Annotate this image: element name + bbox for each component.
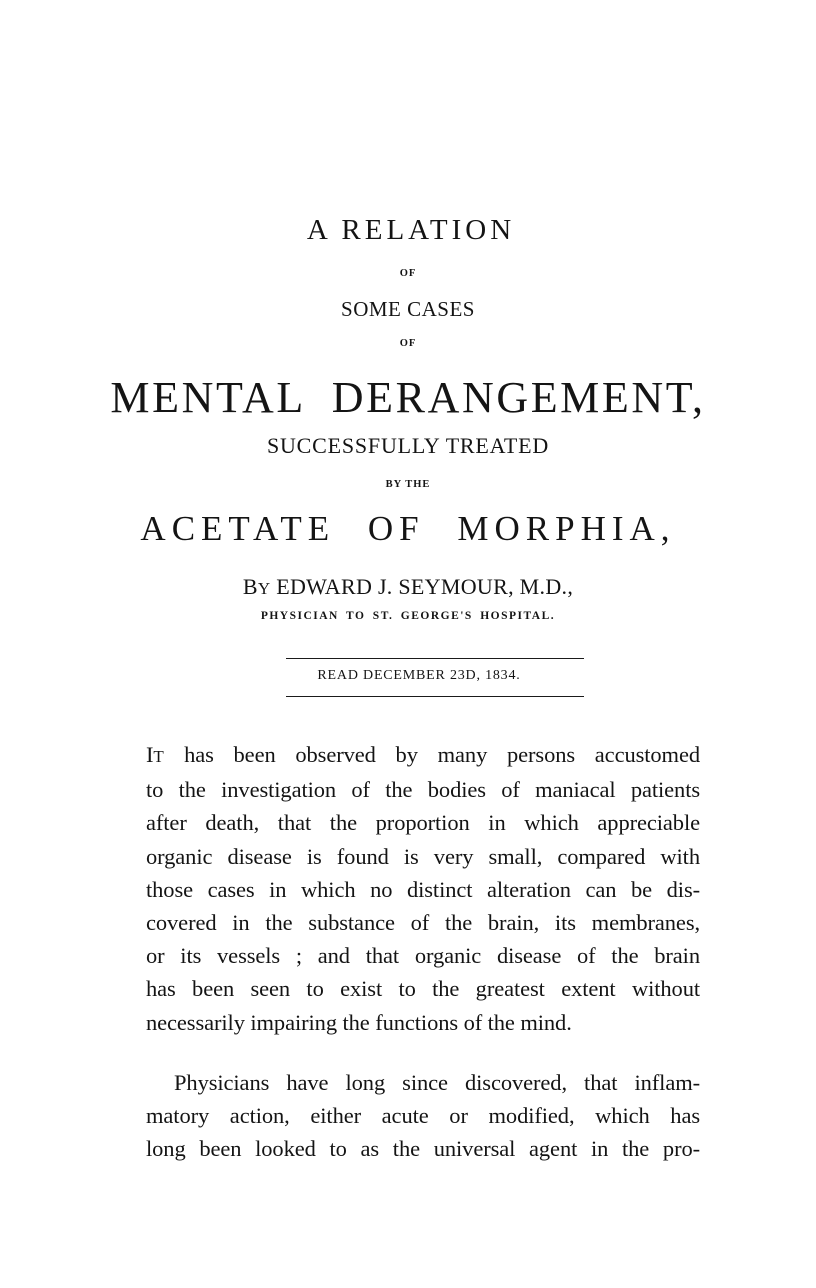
title-line-successfully-treated: SUCCESSFULLY TREATED xyxy=(266,433,550,458)
author-by-rest: Y xyxy=(257,579,271,598)
paragraph-2-line-3: long been looked to as the universal agent in the pro- xyxy=(146,1136,700,1162)
paragraph-2-line-1: Physicians have long since discovered, that inflam- xyxy=(174,1070,700,1095)
paragraph-1-line-1-text: has been observed by many persons accustomed xyxy=(164,742,700,767)
paragraph-1-line-1 xyxy=(146,738,700,773)
paragraph-1-line-9: necessarily impairing the functions of the mind. xyxy=(146,1009,572,1035)
title-line-mental-derangement: MENTAL DERANGEMENT, xyxy=(110,373,706,422)
title-by-the: BY THE xyxy=(385,479,431,490)
title-of-2: OF xyxy=(399,338,417,349)
author-by-initial: B xyxy=(242,574,258,599)
paragraph-1-line-5: those cases in which no distinct alteration can be dis- xyxy=(146,876,700,902)
author-position: PHYSICIAN TO ST. GEORGE'S HOSPITAL. xyxy=(260,610,556,622)
title-line-acetate-of-morphia: ACETATE OF MORPHIA, xyxy=(140,509,676,548)
paragraph-1-line-3: after death, that the proportion in which appreciable xyxy=(146,810,700,836)
dropcap-rest: T xyxy=(153,747,165,766)
title-line-relation: A RELATION xyxy=(306,214,516,246)
paragraph-1 xyxy=(146,738,700,1039)
paragraph-1-line-6: covered in the substance of the brain, its membranes, xyxy=(146,910,700,936)
paragraph-2-line-2: matory action, either acute or modified, which has xyxy=(146,1103,700,1129)
paragraph-1-line-7: or its vessels ; and that organic disease of the brain xyxy=(146,943,700,969)
paragraph-1-line-8: has been seen to exist to the greatest extent without xyxy=(146,976,700,1002)
divider-bottom xyxy=(286,696,584,697)
paragraph-1-line-2: to the investigation of the bodies of maniacal patients xyxy=(146,777,700,803)
title-of-1: OF xyxy=(399,268,417,279)
divider-top xyxy=(286,658,584,659)
author-name: EDWARD J. SEYMOUR, M.D., xyxy=(270,574,574,599)
paragraph-1-line-4: organic disease is found is very small, compared with xyxy=(146,843,700,869)
author-line xyxy=(0,574,816,600)
title-line-some-cases: SOME CASES xyxy=(341,297,475,321)
dropcap-initial: I xyxy=(146,742,154,767)
read-date: READ DECEMBER 23D, 1834. xyxy=(317,668,521,683)
paragraph-2 xyxy=(146,1066,700,1166)
